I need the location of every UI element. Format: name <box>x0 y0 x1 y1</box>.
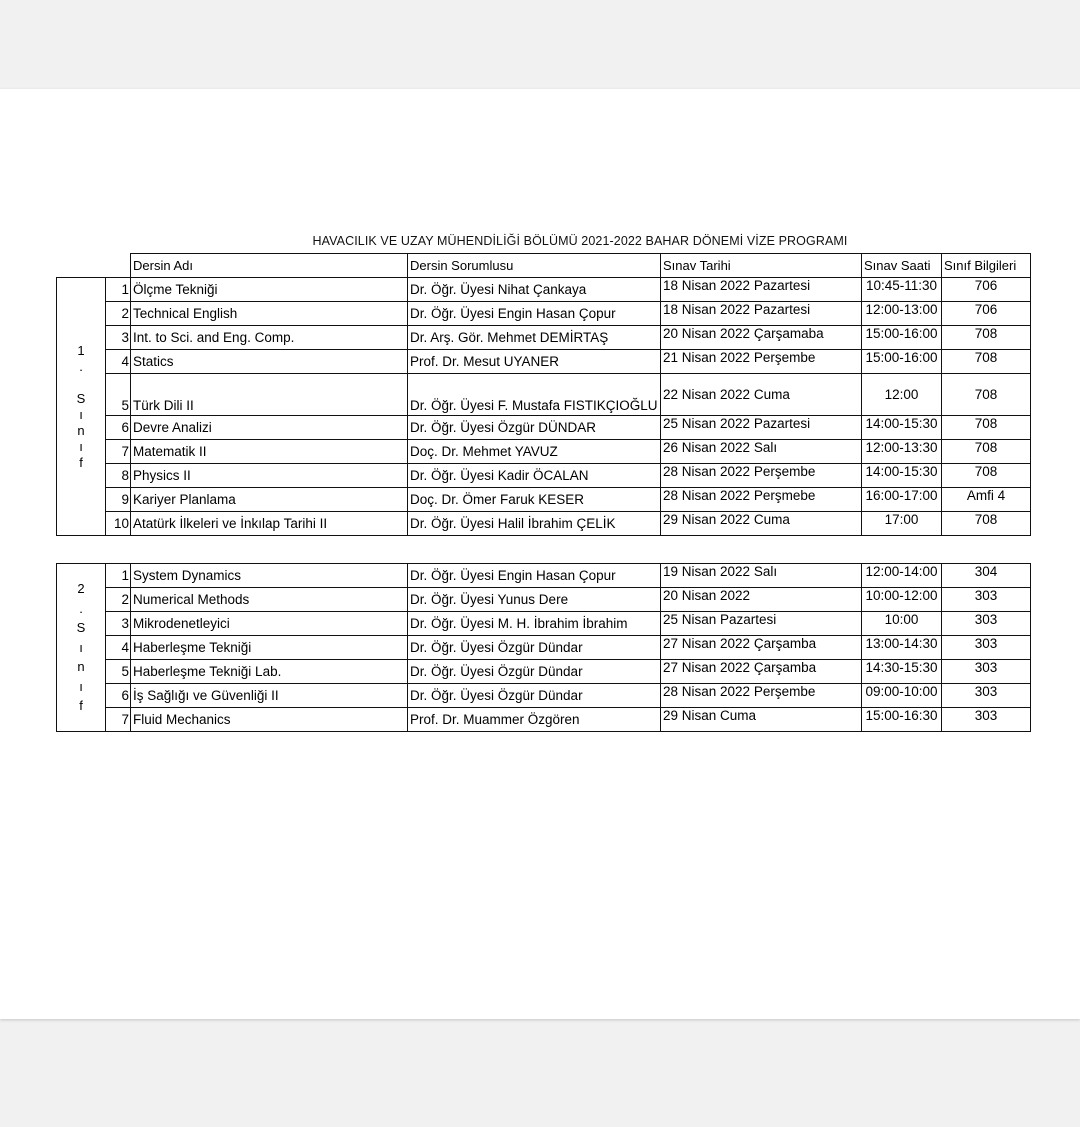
course-name: Ölçme Tekniği <box>131 278 408 302</box>
exam-time: 16:00-17:00 <box>862 488 942 512</box>
classroom: 706 <box>942 278 1031 302</box>
exam-time: 14:30-15:30 <box>862 660 942 684</box>
instructor: Prof. Dr. Mesut UYANER <box>408 350 661 374</box>
exam-date: 18 Nisan 2022 Pazartesi <box>661 278 862 302</box>
classroom: 304 <box>942 564 1031 588</box>
instructor: Dr. Öğr. Üyesi Nihat Çankaya <box>408 278 661 302</box>
exam-date: 19 Nisan 2022 Salı <box>661 564 862 588</box>
row-number: 3 <box>106 326 131 350</box>
instructor: Dr. Öğr. Üyesi Kadir ÖCALAN <box>408 464 661 488</box>
exam-time: 10:45-11:30 <box>862 278 942 302</box>
classroom: 706 <box>942 302 1031 326</box>
exam-time: 13:00-14:30 <box>862 636 942 660</box>
classroom: 303 <box>942 588 1031 612</box>
header-spacer <box>106 254 131 278</box>
exam-time: 15:00-16:00 <box>862 326 942 350</box>
course-name: Statics <box>131 350 408 374</box>
table-row <box>57 708 1031 732</box>
exam-date: 20 Nisan 2022 <box>661 588 862 612</box>
exam-date: 20 Nisan 2022 Çarşamaba <box>661 326 862 350</box>
table-row <box>57 440 1031 464</box>
exam-date: 25 Nisan Pazartesi <box>661 612 862 636</box>
course-name: Physics II <box>131 464 408 488</box>
exam-date: 27 Nisan 2022 Çarşamba <box>661 660 862 684</box>
classroom: 708 <box>942 464 1031 488</box>
classroom: 303 <box>942 636 1031 660</box>
document-title: HAVACILIK VE UZAY MÜHENDİLİĞİ BÖLÜMÜ 2021-2022 BAHAR DÖNEMİ VİZE PROGRAMI <box>312 234 848 248</box>
row-number: 5 <box>106 374 131 416</box>
row-number: 2 <box>106 302 131 326</box>
course-name: Atatürk İlkeleri ve İnkılap Tarihi II <box>131 512 408 536</box>
row-number: 8 <box>106 464 131 488</box>
instructor: Doç. Dr. Ömer Faruk KESER <box>408 488 661 512</box>
exam-date: 29 Nisan Cuma <box>661 708 862 732</box>
header-spacer <box>57 254 106 278</box>
course-name: Numerical Methods <box>131 588 408 612</box>
classroom: 708 <box>942 416 1031 440</box>
row-number: 2 <box>106 588 131 612</box>
header-time: Sınav Saati <box>862 254 942 278</box>
table-row <box>57 564 1031 588</box>
classroom: 303 <box>942 660 1031 684</box>
row-number: 1 <box>106 278 131 302</box>
header-instructor: Dersin Sorumlusu <box>408 254 661 278</box>
classroom: 708 <box>942 326 1031 350</box>
course-name: İş Sağlığı ve Güvenliği II <box>131 684 408 708</box>
instructor: Dr. Öğr. Üyesi Yunus Dere <box>408 588 661 612</box>
exam-time: 12:00-13:00 <box>862 302 942 326</box>
exam-time: 12:00-13:30 <box>862 440 942 464</box>
exam-time: 14:00-15:30 <box>862 416 942 440</box>
classroom: 303 <box>942 684 1031 708</box>
document-page <box>0 89 1080 1019</box>
instructor: Dr. Öğr. Üyesi Özgür DÜNDAR <box>408 416 661 440</box>
row-number: 4 <box>106 350 131 374</box>
classroom: Amfi 4 <box>942 488 1031 512</box>
course-name: Int. to Sci. and Eng. Comp. <box>131 326 408 350</box>
classroom: 303 <box>942 708 1031 732</box>
table-row <box>57 488 1031 512</box>
instructor: Dr. Arş. Gör. Mehmet DEMİRTAŞ <box>408 326 661 350</box>
exam-date: 26 Nisan 2022 Salı <box>661 440 862 464</box>
table-row <box>57 374 1031 416</box>
instructor: Dr. Öğr. Üyesi Engin Hasan Çopur <box>408 302 661 326</box>
row-number: 6 <box>106 684 131 708</box>
instructor: Doç. Dr. Mehmet YAVUZ <box>408 440 661 464</box>
table-row <box>57 684 1031 708</box>
table-row <box>57 612 1031 636</box>
course-name: Kariyer Planlama <box>131 488 408 512</box>
course-name: Mikrodenetleyici <box>131 612 408 636</box>
course-name: Fluid Mechanics <box>131 708 408 732</box>
exam-time: 12:00 <box>862 374 942 416</box>
row-number: 5 <box>106 660 131 684</box>
exam-date: 25 Nisan 2022 Pazartesi <box>661 416 862 440</box>
exam-date: 21 Nisan 2022 Perşembe <box>661 350 862 374</box>
row-number: 4 <box>106 636 131 660</box>
classroom: 708 <box>942 350 1031 374</box>
instructor: Dr. Öğr. Üyesi Özgür Dündar <box>408 660 661 684</box>
exam-time: 17:00 <box>862 512 942 536</box>
header-room: Sınıf Bilgileri <box>942 254 1031 278</box>
table-row <box>57 636 1031 660</box>
table-row <box>57 416 1031 440</box>
instructor: Dr. Öğr. Üyesi Engin Hasan Çopur <box>408 564 661 588</box>
exam-time: 15:00-16:00 <box>862 350 942 374</box>
row-number: 7 <box>106 440 131 464</box>
table-row <box>57 278 1031 302</box>
course-name: Türk Dili II <box>131 374 408 416</box>
instructor: Dr. Öğr. Üyesi M. H. İbrahim İbrahim <box>408 612 661 636</box>
row-number: 10 <box>106 512 131 536</box>
table-row <box>57 350 1031 374</box>
exam-time: 15:00-16:30 <box>862 708 942 732</box>
course-name: Technical English <box>131 302 408 326</box>
exam-table-second-year <box>56 563 1031 732</box>
exam-time: 14:00-15:30 <box>862 464 942 488</box>
exam-time: 10:00-12:00 <box>862 588 942 612</box>
table-row <box>57 464 1031 488</box>
header-row <box>57 254 1031 278</box>
row-number: 6 <box>106 416 131 440</box>
classroom: 303 <box>942 612 1031 636</box>
exam-time: 12:00-14:00 <box>862 564 942 588</box>
instructor: Prof. Dr. Muammer Özgören <box>408 708 661 732</box>
classroom: 708 <box>942 374 1031 416</box>
exam-date: 28 Nisan 2022 Perşmebe <box>661 488 862 512</box>
exam-date: 18 Nisan 2022 Pazartesi <box>661 302 862 326</box>
row-number: 3 <box>106 612 131 636</box>
exam-time: 10:00 <box>862 612 942 636</box>
course-name: Haberleşme Tekniği Lab. <box>131 660 408 684</box>
table-row <box>57 302 1031 326</box>
exam-time: 09:00-10:00 <box>862 684 942 708</box>
side-label-first-year: 1 . S ı n ı f <box>57 278 106 536</box>
header-date: Sınav Tarihi <box>661 254 862 278</box>
exam-date: 29 Nisan 2022 Cuma <box>661 512 862 536</box>
exam-date: 28 Nisan 2022 Perşembe <box>661 684 862 708</box>
row-number: 7 <box>106 708 131 732</box>
row-number: 1 <box>106 564 131 588</box>
instructor: Dr. Öğr. Üyesi F. Mustafa FISTIKÇIOĞLU <box>408 374 661 416</box>
classroom: 708 <box>942 512 1031 536</box>
header-course: Dersin Adı <box>131 254 408 278</box>
course-name: System Dynamics <box>131 564 408 588</box>
exam-date: 22 Nisan 2022 Cuma <box>661 374 862 416</box>
classroom: 708 <box>942 440 1031 464</box>
row-number: 9 <box>106 488 131 512</box>
instructor: Dr. Öğr. Üyesi Özgür Dündar <box>408 684 661 708</box>
side-label-second-year: 2 . S ı n ı f <box>57 564 106 732</box>
table-row <box>57 326 1031 350</box>
instructor: Dr. Öğr. Üyesi Halil İbrahim ÇELİK <box>408 512 661 536</box>
instructor: Dr. Öğr. Üyesi Özgür Dündar <box>408 636 661 660</box>
exam-date: 27 Nisan 2022 Çarşamba <box>661 636 862 660</box>
course-name: Matematik II <box>131 440 408 464</box>
table-row <box>57 588 1031 612</box>
exam-date: 28 Nisan 2022 Perşembe <box>661 464 862 488</box>
table-row <box>57 660 1031 684</box>
table-row <box>57 512 1031 536</box>
course-name: Devre Analizi <box>131 416 408 440</box>
exam-table-first-year <box>56 253 1031 536</box>
course-name: Haberleşme Tekniği <box>131 636 408 660</box>
